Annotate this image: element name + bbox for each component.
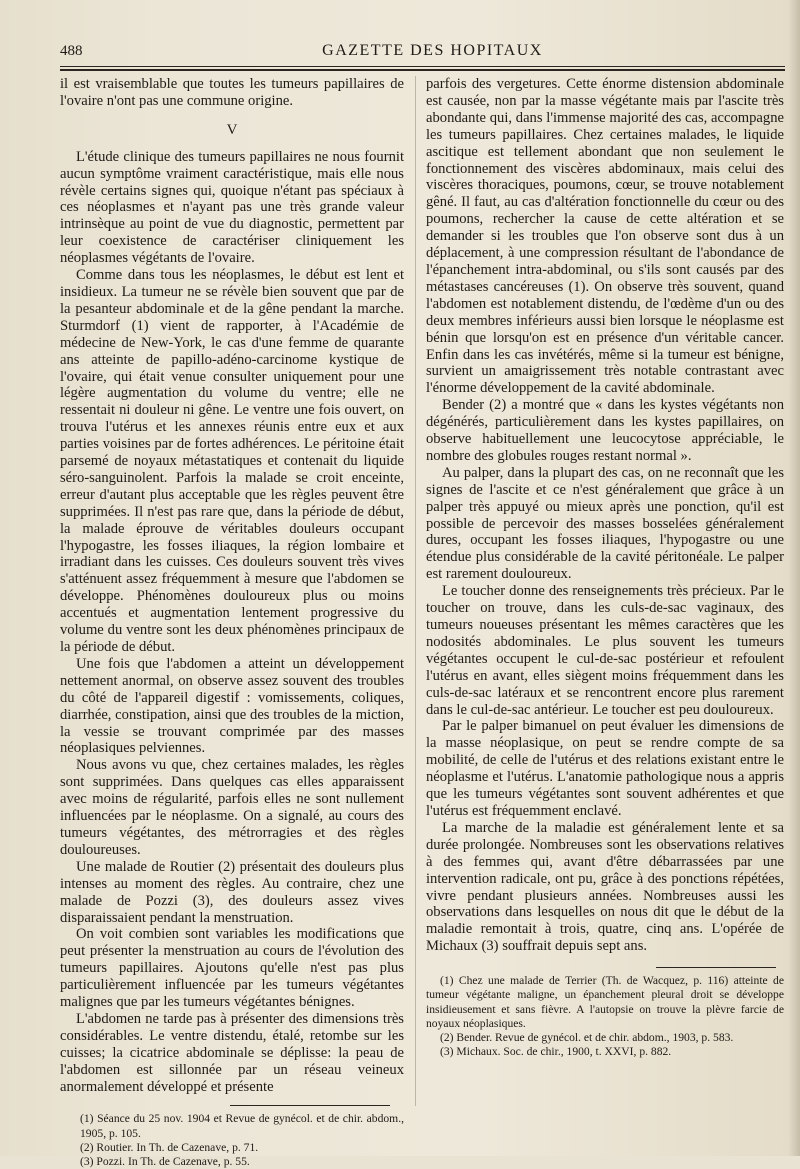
footnote: (2) Routier. In Th. de Cazenave, p. 71. — [80, 1140, 259, 1154]
footnote: (1) Chez une malade de Terrier (Th. de Wacquez, p. 116) atteinte de tumeur végétante maligne, un épanchement pleural droit se développe insidieusement et sans fièvre. A l'autopsie on trouve la plèvre farcie de noyaux néoplasiques. — [426, 974, 784, 1030]
page-edge-shadow — [788, 0, 800, 1156]
left-column — [60, 76, 404, 1169]
paragraph: il est vraisemblable que toutes les tumeurs papillaires de l'ovaire n'ont pas une commune origine. — [60, 76, 404, 109]
paragraph: Nous avons vu que, chez certaines malades, les règles sont supprimées. Dans quelques cas elles apparaissent avec moins de régularité, parfois elles ne sont nullement influencées par le néoplasme. On a signalé, au cours des tumeurs végétantes, des métrorragies et des règles douloureuses. — [60, 757, 404, 858]
right-column — [426, 76, 784, 1059]
footnote: (3) Pozzi. In Th. de Cazenave, p. 55. — [80, 1155, 250, 1169]
footnotes-right — [426, 974, 784, 1059]
header-rule-thin — [60, 66, 785, 67]
paragraph: Au palper, dans la plupart des cas, on ne reconnaît que les signes de l'ascite et ce n'est généralement que grâce à un palper très appuyé ou mieux après une ponction, qu'il est possible de percevoir des masses bosselées généralement dures, occupant les fosses iliaques, l'hypogastre ou une étendue plus considérable de la cavité péritonéale. Le palper est rarement douloureux. — [426, 464, 784, 583]
section-number: V — [226, 121, 238, 138]
page-number: 488 — [60, 42, 83, 59]
footnote: (1) Séance du 25 nov. 1904 et Revue de gynécol. et de chir. abdom., 1905, p. 105. — [80, 1112, 404, 1140]
paragraph: Une malade de Routier (2) présentait des douleurs plus intenses au moment des règles. Au contraire, chez une malade de Pozzi (3), des douleurs assez vives disparaissaient pendant la menstruation. — [60, 858, 404, 926]
paragraph: Une fois que l'abdomen a atteint un développement nettement anormal, on observe assez souvent des troubles du côté de l'appareil digestif : vomissements, coliques, diarrhée, constipation, ainsi que des troubles de la miction, la vessie se trouvant comprimée par des masses néoplasiques pelviennes. — [60, 655, 404, 757]
footnote: (3) Michaux. Soc. de chir., 1900, t. XXVI, p. 882. — [440, 1045, 672, 1059]
column-divider — [415, 76, 416, 1106]
paragraph: La marche de la maladie est généralement lente et sa durée prolongée. Nombreuses sont les observations relatives à des femmes qui, avant d'être débarrassées par une intervention radicale, ont pu, grâce à des ponctions répétées, vivre pendant plusieurs années. Nombreuses aussi les observations dans lesquelles on nous dit que le début de la maladie remontait à trois, quatre, cinq ans. L'opérée de Michaux (3) souffrait depuis sept ans. — [426, 819, 784, 955]
paragraph: L'abdomen ne tarde pas à présenter des dimensions très considérables. Le ventre distendu, étalé, retombe sur les cuisses; la cicatrice abdominale se déplisse: la peau de l'abdomen est sillonnée par un réseau veineux anormalement développé et présente — [60, 1010, 404, 1095]
paragraph: Comme dans tous les néoplasmes, le début est lent et insidieux. La tumeur ne se révèle bien souvent que par de la pesanteur abdominale et de la gêne pendant la marche. Sturmdorf (1) vient de rapporter, à l'Académie de médecine de New-York, le cas d'une femme de quarante ans atteinte de papillo-adéno-carcinome kystique de l'ovaire, qui était venue consulter uniquement pour une légère augmentation du volume du ventre; elle ne ressentait ni douleur ni gêne. Le ventre une fois ouvert, on trouva l'utérus et les annexes réunis entre eux et aux parties voisines par de fortes adhérences. Le péritoine était parsemé de noyaux métastatiques et contenait du liquide séro-sanguinolent. Parfois la malade se croit enceinte, erreur d'autant plus acceptable que les règles peuvent être supprimées. Il n'est pas rare que, dans la période de début, la malade éprouve de véritables douleurs occupant l'hypogastre, les fosses iliaques, la région lombaire et irradiant dans les cuisses. Ces douleurs souvent très vives s'atténuent assez fréquemment à mesure que l'abdomen se développe. Phénomènes douloureux plus ou moins accentués et augmentation lentement progressive du volume du ventre sont les deux phénomènes principaux de la période de début. — [60, 267, 404, 655]
footnote: (2) Bender. Revue de gynécol. et de chir. abdom., 1903, p. 583. — [440, 1030, 734, 1044]
paragraph: parfois des vergetures. Cette énorme distension abdominale est causée, non par la masse végétante mais par l'ascite très abondante qui, dans l'immense majorité des cas, accompagne les tumeurs papillaires. Chez certaines malades, le liquide ascitique est tellement abondant que non seulement le fonctionnement des viscères abdominaux, mais celui des viscères thoraciques, poumons, cœur, se trouve notablement gêné. Il faut, au cas d'altération fonctionnelle du cœur ou des poumons, rechercher la cause de cette altération et se demander si les troubles que l'on observe sont dus à un déplacement, à une compression résultant de l'abondance de l'épanchement intra-abdominal, ou s'ils sont causés par des métastases cancéreuses (1). On observe très souvent, quand l'abdomen est notablement distendu, de l'œdème d'un ou des deux membres inférieurs aussi bien lorsque le néoplasme est bénin que lorsqu'on est en présence d'un véritable cancer. Enfin dans les cas invétérés, même si la tumeur est bénigne, survient un amaigrissement très notable contrastant avec l'énorme développement de la cavité abdominale. — [426, 76, 784, 397]
paragraph: Par le palper bimanuel on peut évaluer les dimensions de la masse néoplasique, on peut se rendre compte de sa mobilité, de celle de l'utérus et des relations existant entre le néoplasme et l'utérus. L'anatomie pathologique nous a appris que les tumeurs végétantes sont souvent adhérentes et que l'utérus est fréquemment enclavé. — [426, 718, 784, 819]
header-rule-thick — [60, 69, 785, 71]
footnote-rule — [656, 967, 776, 968]
page-header — [60, 38, 785, 64]
paragraph: On voit combien sont variables les modifications que peut présenter la menstruation au cours de l'évolution des tumeurs papillaires. Ajoutons qu'elle n'est pas plus particulièrement influencée par les tumeurs végétantes malignes que par les tumeurs végétantes bénignes. — [60, 926, 404, 1011]
footnotes-left — [60, 1112, 404, 1169]
running-title: GAZETTE DES HOPITAUX — [322, 42, 543, 59]
paragraph: Bender (2) a montré que « dans les kystes végétants non dégénérés, particulièrement dans les kystes papillaires, on observe habituellement une leucocytose appréciable, le nombre des globules rouges restant normal ». — [426, 397, 784, 464]
paragraph: Le toucher donne des renseignements très précieux. Par le toucher on trouve, dans les culs-de-sac vaginaux, des tumeurs noueuses présentant les mêmes caractères que les nodosités abdominales. Le plus souvent les tumeurs végétantes occupent le cul-de-sac postérieur et refoulent l'utérus en avant, elles siègent moins fréquemment dans les culs-de-sac latéraux et se rencontrent encore plus rarement dans le cul-de-sac antérieur. Le toucher est peu douloureux. — [426, 583, 784, 718]
footnote-rule — [230, 1105, 390, 1106]
paragraph: L'étude clinique des tumeurs papillaires ne nous fournit aucun symptôme vraiment caractéristique, mais elle nous révèle certains signes qui, quoique n'étant pas spéciaux à ces néoplasmes et n'ayant pas une très grande valeur intrinsèque au point de vue du diagnostic, permettent par leur coexistence de caractériser cliniquement les néoplasmes végétants de l'ovaire. — [60, 148, 404, 267]
